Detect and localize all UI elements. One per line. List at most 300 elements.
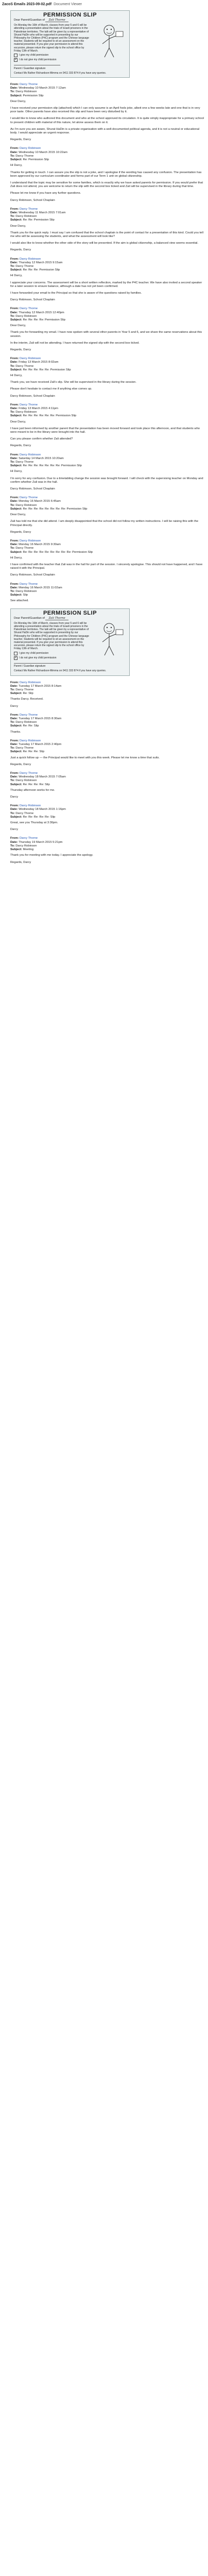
email-date: Tuesday 17 March 2015 8:14am: [19, 684, 62, 688]
email-date-label: Date:: [10, 808, 19, 811]
email-date-label: Date:: [10, 500, 19, 503]
email-to-row: [10, 215, 206, 218]
email-date-label: Date:: [10, 261, 19, 264]
email-meta: [10, 403, 206, 418]
email-signoff: Regards, Darcy: [10, 762, 31, 766]
email-subject-label: Subject:: [10, 783, 23, 786]
email-message: [10, 837, 206, 864]
email-paragraph: Zali has told me that she did attend. I am deeply disappointed that the school did not follow my written instructions. I will be raising this with the Principal directly.: [10, 520, 199, 527]
checkbox-no[interactable]: [14, 656, 18, 660]
email-body: [10, 821, 206, 832]
email-message: [10, 714, 206, 734]
signature-line: [14, 663, 60, 664]
email-date: Thursday 19 March 2015 5:21pm: [19, 840, 63, 844]
email-to-row: [10, 844, 206, 848]
email-to: Darcy Robinson: [15, 503, 37, 507]
email-subject-label: Subject:: [10, 724, 23, 728]
email-to-label: To:: [10, 314, 16, 318]
email-from-row: [10, 258, 206, 261]
email-date-label: Date:: [10, 586, 19, 589]
email-meta: [10, 714, 206, 728]
email-to-row: [10, 504, 206, 507]
email-date-row: [10, 457, 206, 461]
email-subject: Re: Permission Slip: [23, 158, 49, 162]
email-subject-row: [10, 724, 206, 728]
email-from-label: From:: [10, 496, 20, 500]
email-date: Thursday 12 March 2015 9:15am: [19, 261, 63, 264]
email-to-label: To:: [10, 264, 16, 268]
slip-option-yes-label: I give my child permission: [19, 651, 49, 655]
email-date-label: Date:: [10, 87, 19, 90]
email-meta: [10, 83, 206, 98]
email-date-label: Date:: [10, 407, 19, 411]
email-subject-row: [10, 783, 206, 787]
email-subject-row: [10, 507, 206, 511]
email-meta: [10, 307, 206, 322]
email-date-row: [10, 211, 206, 215]
email-subject: Meeting: [23, 848, 34, 852]
email-subject-label: Subject:: [10, 158, 23, 162]
email-subject: Re: Re: Permission Slip: [23, 218, 55, 222]
email-date: Tuesday 17 March 2015 8:30am: [19, 717, 62, 721]
email-message: [10, 307, 206, 352]
email-to-label: To:: [10, 503, 16, 507]
email-from[interactable]: Darcy Thorne: [20, 837, 38, 840]
slip-title: PERMISSION SLIP: [43, 12, 97, 18]
email-to-label: To:: [10, 779, 16, 783]
email-subject: Re: Re: Re: Re: Re: Re: Permission Slip: [23, 414, 77, 418]
email-from[interactable]: Darcy Thorne: [20, 83, 38, 87]
email-subject-label: Subject:: [10, 318, 23, 321]
checkbox-no[interactable]: [14, 58, 18, 62]
email-to: Darcy Thorne: [15, 461, 34, 464]
email-signoff: Regards, Darcy: [10, 348, 31, 351]
email-signoff: Darcy: [10, 704, 19, 708]
email-meta: [10, 496, 206, 511]
email-to: Darcy Robinson: [15, 589, 37, 593]
email-from-label: From:: [10, 207, 20, 211]
email-to-row: [10, 747, 206, 750]
email-paragraph: Great, see you Thursday at 3:30pm.: [10, 821, 58, 825]
email-subject-label: Subject:: [10, 368, 23, 371]
email-paragraph: Thank you for meeting with me today. I appreciate the apology.: [10, 854, 93, 857]
email-subject: Permission Slip: [23, 94, 44, 97]
email-to-row: [10, 365, 206, 368]
email-to: Darcy Thorne: [15, 547, 34, 550]
email-subject-row: [10, 158, 206, 162]
email-greeting: Dear Darcy,: [10, 324, 26, 328]
email-to-label: To:: [10, 688, 16, 691]
email-paragraph: Thursday afternoon works for me.: [10, 788, 55, 792]
email-from[interactable]: Darcy Robinson: [20, 739, 41, 742]
slip-child-name: Zali Thorne: [45, 19, 68, 22]
email-from-row: [10, 147, 206, 150]
email-date: Wednesday 10 March 2015 10:22am: [19, 150, 68, 154]
email-subject: Re: Re: Re: Re: Slip: [23, 783, 50, 786]
email-subject-label: Subject:: [10, 268, 23, 272]
email-subject-label: Subject:: [10, 464, 23, 468]
email-from[interactable]: Darcy Robinson: [20, 453, 41, 456]
email-to-row: [10, 590, 206, 594]
email-date-label: Date:: [10, 311, 19, 314]
email-body: [10, 324, 206, 352]
email-body: [10, 599, 206, 603]
email-date-label: Date:: [10, 743, 19, 747]
email-from[interactable]: Darcy Robinson: [20, 357, 41, 361]
email-date-row: [10, 87, 206, 90]
slip-dear-label: Dear Parent/Guardian of: [14, 616, 45, 620]
email-from-label: From:: [10, 307, 20, 311]
email-paragraph: Thanks.: [10, 730, 21, 734]
email-meta: [10, 357, 206, 372]
email-subject-row: [10, 464, 206, 468]
email-to-row: [10, 721, 206, 724]
email-meta: [10, 208, 206, 223]
email-from[interactable]: Darcy Thorne: [20, 582, 38, 586]
email-to-row: [10, 90, 206, 94]
email-body: [10, 513, 206, 534]
email-paragraph: I have received your permission slip (attached) which I can only assume is an April fools joke, albeit one a few weeks late and one that is in very poor taste. Other parents have also received this slip and have been very disturbed by it.: [10, 107, 200, 114]
email-signoff: Darcy Robinson, School Chaplain: [10, 573, 55, 577]
email-signoff: Regards, Darcy: [10, 860, 31, 864]
checkbox-yes[interactable]: [14, 652, 18, 655]
email-subject: Re: Re: Re: Re: Re: Re: Re: Permission Slip: [23, 464, 82, 468]
email-date: Monday 16 March 2015 6:45am: [19, 500, 61, 503]
email-date-label: Date:: [10, 361, 19, 364]
document-header: [0, 0, 208, 8]
email-signoff: Darcy Robinson, School Chaplain: [10, 198, 55, 202]
slip-sign-label: Parent / Guardian signature: [14, 66, 46, 70]
email-date-row: [10, 543, 206, 547]
email-message: [10, 804, 206, 832]
email-date-row: [10, 808, 206, 811]
checkbox-yes[interactable]: [14, 54, 18, 57]
email-from-row: [10, 307, 206, 311]
email-greeting: Dear Darcy,: [10, 420, 26, 423]
email-from-label: From:: [10, 147, 20, 150]
email-meta: [10, 772, 206, 787]
email-from[interactable]: Darcy Robinson: [20, 804, 41, 808]
email-date: Tuesday 17 March 2015 2:40pm: [19, 743, 62, 747]
email-to: Darcy Robinson: [15, 844, 37, 848]
email-to: Darcy Robinson: [15, 721, 37, 724]
email-message: [10, 539, 206, 578]
email-body: [10, 698, 206, 708]
slip-option-yes-label: I give my child permission: [19, 54, 49, 57]
email-greeting: Dear Darcy,: [10, 513, 26, 517]
email-body: [10, 470, 206, 491]
email-subject: Slip: [23, 594, 28, 597]
slip-contact: Contact Ms Rather Richardson-Mimma on 0411 333 874 if you have any queries.: [14, 71, 107, 75]
document-title: ZacoS Emails 2023-09-02.pdf: [2, 2, 52, 6]
email-date-label: Date:: [10, 717, 19, 721]
email-paragraph: Thank you, we have received Zali's slip. She will be supervised in the library during the session.: [10, 381, 137, 384]
email-to-label: To:: [10, 154, 16, 158]
email-to: Darcy Thorne: [15, 688, 34, 691]
email-signoff: Regards, Darcy: [10, 444, 31, 448]
email-to-row: [10, 315, 206, 318]
email-date: Saturday 14 March 2015 10:20am: [19, 456, 64, 460]
email-subject-row: [10, 848, 206, 852]
email-from-label: From:: [10, 837, 20, 840]
email-body: [10, 225, 206, 252]
email-paragraph: Please don't hesitate to contact me if anything else comes up.: [10, 387, 92, 391]
email-subject-row: [10, 268, 206, 272]
email-greeting: Hi Darcy,: [10, 274, 23, 278]
slip-sign-row: [14, 662, 126, 668]
email-body: [10, 731, 206, 734]
email-body: [10, 854, 206, 864]
email-subject: Re: Re: Re: Re: Re: Permission Slip: [23, 368, 71, 371]
document-page: [2, 10, 206, 865]
email-paragraph: I appreciate your concerns. The assessment will be a short written reflection, marked by the P4C teacher. We have also invited a second speaker for a later session to ensure balance, although a date has not yet been confirmed.: [10, 281, 202, 288]
email-to: Darcy Robinson: [15, 411, 37, 414]
email-to-row: [10, 688, 206, 692]
slip-contact: Contact Ms Rather Richardson-Mimma on 0411 333 874 if you have any queries.: [14, 669, 107, 673]
email-message: [10, 583, 206, 603]
email-signoff: Darcy Robinson, School Chaplain: [10, 298, 55, 302]
email-subject-label: Subject:: [10, 94, 23, 97]
email-body: [10, 374, 206, 398]
email-from-label: From:: [10, 681, 20, 684]
email-to: Darcy Robinson: [15, 215, 37, 218]
email-paragraph: Can you please confirm whether Zali attended?: [10, 437, 73, 441]
email-date-row: [10, 261, 206, 265]
email-from[interactable]: Darcy Robinson: [20, 681, 41, 684]
email-date: Wednesday 18 March 2015 7:05am: [19, 775, 66, 779]
email-date-row: [10, 841, 206, 844]
email-date: Wednesday 11 March 2015 7:01am: [19, 211, 66, 214]
email-from-row: [10, 453, 206, 457]
email-subject-label: Subject:: [10, 550, 23, 554]
email-message: [10, 403, 206, 448]
email-paragraph: Thank you for the quick reply. I must say I am confused that the school chaplain is the point of contact for a presentation of this kind. Could you tell me who will be assessing the students, and what the assessment will look like?: [10, 231, 203, 238]
email-subject: Re: Re: Slip: [23, 724, 39, 728]
email-paragraph: I understand that the topic may be sensitive for some families, which is exactly why we have asked parents for permission. If you would prefer that Zali does not attend, you are welcome to return the slip with the second box ticked and Zali will be supervised in the library during that time.: [10, 181, 203, 189]
email-from[interactable]: Darcy Robinson: [20, 539, 41, 543]
email-date-label: Date:: [10, 543, 19, 547]
email-from-row: [10, 804, 206, 808]
slip-body: On Monday the 16th of March, classes from year 5 and 6 will be attending a presentation about the trials of Israeli prisoners in the Palestinian territories. The talk will be given by a representative of Shurat HaDin who will be supported in presenting by our Philosophy for Children (P4C) program and the Chinese language teacher. Students will be required to sit an assessment on the material presented. If you give your permission to attend this excursion, please return the signed slip to the school office by Friday 13th of March.: [14, 621, 89, 651]
email-from-row: [10, 739, 206, 743]
email-date-row: [10, 151, 206, 155]
email-to-label: To:: [10, 364, 16, 368]
email-to-label: To:: [10, 747, 16, 750]
email-from-label: From:: [10, 357, 20, 361]
email-subject-row: [10, 594, 206, 597]
email-date: Wednesday 18 March 2015 1:16pm: [19, 808, 66, 811]
email-message: [10, 496, 206, 534]
email-to-label: To:: [10, 844, 16, 848]
email-greeting: Dear Darcy,: [10, 99, 26, 103]
email-from-label: From:: [10, 713, 20, 717]
email-date: Wednesday 10 March 2015 7:12am: [19, 87, 66, 90]
email-from[interactable]: Darcy Thorne: [20, 307, 38, 311]
slip-title: PERMISSION SLIP: [43, 609, 97, 616]
email-meta: [10, 681, 206, 696]
email-date-row: [10, 685, 206, 688]
email-from-label: From:: [10, 403, 20, 406]
permission-slip-attachment: [10, 608, 130, 676]
email-to: Darcy Robinson: [15, 90, 37, 94]
email-greeting: Dear Darcy,: [10, 224, 26, 228]
email-from-label: From:: [10, 453, 20, 456]
email-to: Darcy Thorne: [15, 811, 34, 815]
email-subject-label: Subject:: [10, 218, 23, 222]
email-signoff: Darcy Robinson, School Chaplain: [10, 487, 55, 491]
email-greeting: Hi Darcy,: [10, 164, 23, 167]
email-from-label: From:: [10, 772, 20, 775]
email-to-row: [10, 265, 206, 268]
email-signoff: Regards, Darcy: [10, 530, 31, 534]
email-subject: Re: Re: Re: Re: Re: Slip: [23, 815, 56, 819]
email-to-label: To:: [10, 215, 16, 218]
email-thread: [10, 83, 206, 603]
email-paragraph: I have just been informed by another parent that the presentation has been moved forward and took place this afternoon, and that students who were meant to be in the library were brought into the hall.: [10, 427, 200, 434]
email-date-label: Date:: [10, 840, 19, 844]
email-from-row: [10, 357, 206, 361]
email-body: [10, 756, 206, 767]
email-subject-row: [10, 551, 206, 554]
email-date: Monday 16 March 2015 11:02am: [19, 586, 62, 589]
cartoon-icon: [92, 22, 126, 59]
email-from-row: [10, 583, 206, 586]
permission-slip: [10, 10, 130, 78]
email-date-label: Date:: [10, 211, 19, 214]
email-paragraph: Please let me know if you have any further questions.: [10, 192, 81, 195]
email-paragraph: Just a quick follow up — the Principal would like to meet with you this week. Please let me know a time that suits.: [10, 756, 160, 759]
email-subject-row: [10, 368, 206, 372]
slip-child-name: Zali Thorne: [45, 617, 68, 620]
email-date-row: [10, 311, 206, 315]
slip-body: On Monday the 16th of March, classes from year 5 and 6 will be attending a presentation about the trials of Israeli prisoners in the Palestinian territories. The talk will be given by a representative of Shurat HaDin who will be supported in presenting by our Philosophy for Children (P4C) program and the Chinese language teacher. Students will be required to sit an assessment on the material presented. If you give your permission to attend this excursion, please return the signed slip to the school office by Friday 13th of March.: [14, 24, 89, 53]
email-to-row: [10, 547, 206, 550]
email-from[interactable]: Darcy Thorne: [20, 496, 38, 500]
email-paragraph: Thanks for getting in touch. I can assure you the slip is not a joke, and I apologise if the wording has caused any confusion. The presentation has been approved by our curriculum coordinator and forms part of our Term 1 unit on global citizenship.: [10, 171, 202, 178]
email-from-label: From:: [10, 804, 20, 808]
email-to-label: To:: [10, 811, 16, 815]
email-from[interactable]: Darcy Robinson: [20, 147, 41, 150]
email-date-row: [10, 586, 206, 590]
email-from[interactable]: Darcy Thorne: [20, 403, 38, 406]
email-subject: Re: Re: Re: Permission Slip: [23, 268, 60, 272]
email-from-row: [10, 208, 206, 211]
email-from-row: [10, 714, 206, 717]
email-message: [10, 83, 206, 142]
email-paragraph: I would like to know who authored this document and who at the school approved its circulation. It is quite simply inappropriate for a primary school to present children with material of this nature, let alone assess them on it.: [10, 117, 204, 124]
email-subject-label: Subject:: [10, 507, 23, 511]
email-subject: Re: Re: Re: Re: Permission Slip: [23, 318, 65, 321]
email-paragraph: I have forwarded your email to the Principal so that she is aware of the questions raised by families.: [10, 291, 142, 295]
email-to-label: To:: [10, 721, 16, 724]
email-subject-label: Subject:: [10, 414, 23, 418]
email-message: [10, 739, 206, 767]
email-from[interactable]: Darcy Thorne: [20, 207, 38, 211]
email-signoff: Regards, Darcy: [10, 248, 31, 252]
email-message: [10, 357, 206, 398]
email-date-label: Date:: [10, 456, 19, 460]
email-from-label: From:: [10, 739, 20, 742]
email-from[interactable]: Darcy Thorne: [20, 772, 38, 775]
email-subject-label: Subject:: [10, 815, 23, 819]
email-meta: [10, 539, 206, 554]
email-from-label: From:: [10, 83, 20, 87]
email-from-label: From:: [10, 539, 20, 543]
email-paragraph: Thanks Darcy. Received.: [10, 698, 44, 701]
email-thread-tail: [10, 681, 206, 865]
email-body: [10, 100, 206, 142]
email-subject-row: [10, 318, 206, 322]
email-from-label: From:: [10, 257, 20, 261]
email-signoff: Darcy Robinson, School Chaplain: [10, 394, 55, 398]
email-subject: Re: Re: Re: Slip: [23, 750, 45, 754]
email-paragraph: I would also like to know whether the other side of the story will be presented. If the aim is global citizenship, a balanced view seems essential.: [10, 242, 199, 245]
email-greeting: Hi Darcy,: [10, 556, 23, 560]
email-from[interactable]: Darcy Thorne: [20, 713, 38, 717]
email-subject: Re: Re: Re: Re: Re: Re: Re: Re: Re: Permission Slip: [23, 550, 93, 554]
email-body: [10, 274, 206, 302]
email-from-label: From:: [10, 582, 20, 586]
email-paragraph: I'm sorry for any confusion. Due to a timetabling change the session was brought forward. I will check with the supervising teacher on Monday and confirm whether Zali was in the hall.: [10, 477, 203, 484]
email-date-label: Date:: [10, 150, 19, 154]
email-meta: [10, 258, 206, 273]
email-greeting: Hi Darcy,: [10, 470, 23, 473]
email-to-label: To:: [10, 461, 16, 464]
email-to-label: To:: [10, 547, 16, 550]
email-date-row: [10, 717, 206, 721]
email-subject-row: [10, 692, 206, 696]
email-subject-row: [10, 414, 206, 418]
email-subject-label: Subject:: [10, 594, 23, 597]
email-to-row: [10, 155, 206, 158]
email-signoff: Darcy: [10, 795, 19, 799]
slip-option-no-label: I do not give my child permission: [19, 656, 57, 659]
email-to-row: [10, 779, 206, 783]
email-date: Friday 13 March 2015 4:11pm: [19, 407, 59, 411]
email-to: Darcy Thorne: [15, 747, 34, 750]
email-to: Darcy Thorne: [15, 264, 34, 268]
email-to: Darcy Robinson: [15, 779, 37, 783]
email-message: [10, 772, 206, 799]
email-to-label: To:: [10, 411, 16, 414]
email-message: [10, 681, 206, 708]
email-date: Thursday 12 March 2015 12:40pm: [19, 311, 64, 314]
email-meta: [10, 583, 206, 598]
email-paragraph: I have confirmed with the teacher that Zali was in the hall for part of the session. I sincerely apologise. This should not have happened, and I have raised it with the Principal.: [10, 563, 203, 570]
email-message: [10, 147, 206, 202]
email-from[interactable]: Darcy Robinson: [20, 257, 41, 261]
email-subject: Re: Re: Re: Re: Re: Re: Re: Re: Permission Slip: [23, 507, 88, 511]
email-from-row: [10, 403, 206, 407]
email-subject-row: [10, 218, 206, 222]
email-to-label: To:: [10, 589, 16, 593]
email-body: [10, 164, 206, 202]
email-date-row: [10, 361, 206, 364]
email-signoff: Darcy: [10, 828, 19, 832]
email-body: [10, 420, 206, 448]
email-to: Darcy Thorne: [15, 364, 34, 368]
email-from-row: [10, 496, 206, 500]
email-body: [10, 789, 206, 799]
email-paragraph: In the interim, Zali will not be attending. I have returned the signed slip with the second box ticked.: [10, 341, 140, 345]
email-meta: [10, 453, 206, 468]
email-to: Darcy Thorne: [15, 154, 34, 158]
email-to-label: To:: [10, 90, 16, 94]
email-from-row: [10, 83, 206, 87]
email-subject-row: [10, 750, 206, 754]
email-from-row: [10, 837, 206, 840]
email-meta: [10, 147, 206, 162]
